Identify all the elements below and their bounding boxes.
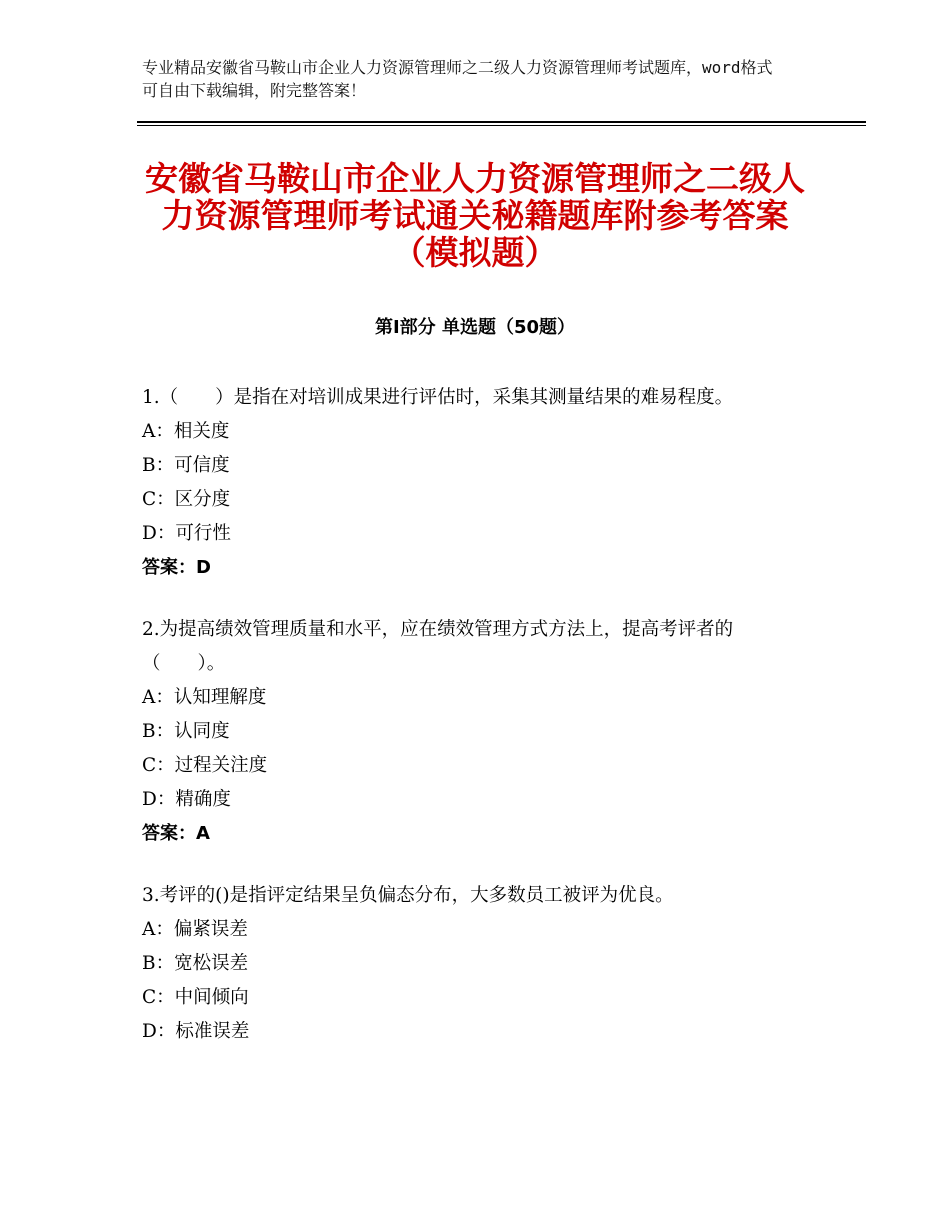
option-d: D：可行性 <box>142 523 231 544</box>
question-list <box>142 381 802 1077</box>
section-heading: 第Ⅰ部分 单选题（50题） <box>374 317 575 338</box>
option-c: C：过程关注度 <box>142 755 268 776</box>
option-a: A：偏紧误差 <box>142 919 248 940</box>
option-b: B：认同度 <box>142 721 230 742</box>
question-text: 1.（ ）是指在对培训成果进行评估时，采集其测量结果的难易程度。 <box>142 387 734 408</box>
header-note: 专业精品安徽省马鞍山市企业人力资源管理师之二级人力资源管理师考试题库，word格式可自由下载编辑，附完整答案！ <box>142 58 773 100</box>
answer: 答案：A <box>142 823 210 844</box>
header-rule-thick <box>137 121 866 123</box>
option-a: A：认知理解度 <box>142 687 267 708</box>
option-c: C：中间倾向 <box>142 987 249 1008</box>
document-title: 安徽省马鞍山市企业人力资源管理师之二级人力资源管理师考试通关秘籍题库附参考答案（模拟题） <box>145 159 805 272</box>
question-text: 2.为提高绩效管理质量和水平，应在绩效管理方式方法上，提高考评者的（ ）。 <box>142 619 734 674</box>
option-c: C：区分度 <box>142 489 231 510</box>
option-a: A：相关度 <box>142 421 230 442</box>
option-d: D：标准误差 <box>142 1021 250 1042</box>
question-text: 3.考评的()是指评定结果呈负偏态分布，大多数员工被评为优良。 <box>142 885 674 906</box>
option-b: B：宽松误差 <box>142 953 249 974</box>
question-1 <box>142 381 802 585</box>
question-2 <box>142 613 802 851</box>
answer: 答案：D <box>142 557 211 578</box>
header-rule-thin <box>137 125 866 126</box>
question-3 <box>142 879 802 1049</box>
option-d: D：精确度 <box>142 789 231 810</box>
option-b: B：可信度 <box>142 455 230 476</box>
